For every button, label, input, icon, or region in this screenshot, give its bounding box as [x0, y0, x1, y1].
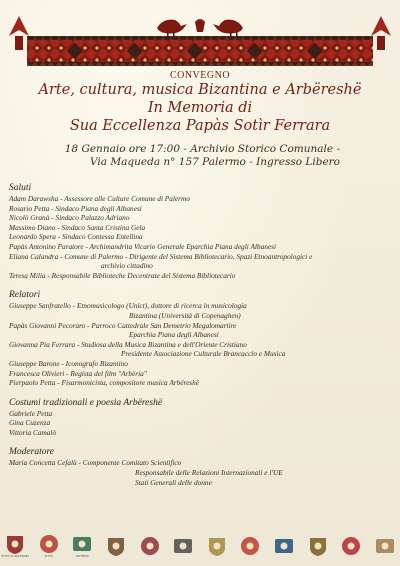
music-association-icon — [105, 535, 127, 557]
costumi-title: Costumi tradizionali e poesia Arbëreshë — [9, 397, 163, 408]
citta-di-palermo-logo — [1, 532, 29, 560]
saluti-row: Adam Darawsha - Assessore alle Culture Comune di Palermo — [9, 194, 190, 203]
saluti-row: Rosario Petta - Sindaco Piana degli Albanesi — [9, 203, 142, 213]
saluti-row: Eliana Calandra - Comune di Palermo - Dirigente del Sistema Bibliotecario, Spazi Etnoantropologici e — [9, 251, 313, 261]
sitta-logo — [38, 532, 60, 560]
saluti-title: Saluti — [9, 183, 32, 193]
sistema-bibliotecario-logo — [71, 532, 93, 560]
comune-crest-icon — [273, 535, 295, 557]
saluti-row: archivio cittadino — [101, 261, 153, 271]
sistema-bibliotecario-icon — [71, 533, 93, 555]
costumi-row: Gina Cuzenza — [9, 418, 51, 428]
crest-logo-2 — [307, 532, 329, 560]
saluti-row: Teresa Milia - Responsabile Biblioteche Decentrate del Sistema Bibliotecario — [9, 270, 236, 280]
relatori-title: Relatori — [9, 290, 41, 301]
tassel-right-icon — [371, 16, 391, 50]
relatori-row: Papàs Giovanni Pecoraro - Parroco Cattedrale San Demetrio Megalomartire — [9, 320, 237, 330]
bird-icon-left — [157, 20, 187, 36]
program-sections — [9, 178, 397, 487]
moderatore-row: Maria Concetta Cefalù - Componente Comitato Scientifico — [9, 458, 182, 468]
portrait-icon — [374, 535, 396, 557]
relatori-row: Francesca Olivieri - Regista del film "Arbëria" — [9, 368, 147, 378]
university-seal-logo — [172, 532, 194, 560]
saluti-row: Massimo Diano - Sindaco Santa Cristina Gela — [9, 222, 146, 232]
crest-2-icon — [307, 535, 329, 557]
relatori-row: Eparchia Piana degli Albanesi — [129, 330, 219, 340]
tassel-left-icon — [9, 16, 29, 50]
title-block — [0, 70, 400, 135]
eagle-crest-icon — [340, 535, 362, 557]
relatori-row: Giuseppe Barone - Iconografo Bizantino — [9, 358, 128, 368]
costumi-row: Gabriele Petta — [9, 408, 53, 418]
stati-generali-icon — [139, 535, 161, 557]
sitta-icon — [38, 533, 60, 555]
sponsor-logos — [0, 526, 400, 566]
comune-crest-logo — [273, 532, 295, 560]
eagle-crest-logo — [340, 532, 362, 560]
saluti-row: Papàs Antonino Paratore - Archimandrita Vicario Generale Eparchia Piana degli Albanesi — [9, 241, 276, 251]
logo-caption: SITTA — [44, 554, 53, 559]
convegno-label: CONVEGNO — [169, 70, 231, 81]
honoree-name: Sua Eccellenza Papàs Sotìr Ferrara — [69, 118, 331, 134]
logo-caption: CITTÀ DI PALERMO — [1, 554, 29, 559]
event-date-line: 18 Gennaio ore 17:00 - Archivio Storico Comunale - — [64, 143, 340, 155]
saluti-row: Nicolò Granà - Sindaco Palazzo Adriano — [9, 213, 130, 223]
logo-caption: SISTEMA — [75, 554, 89, 559]
costumi-row: Vittoria Camalò — [9, 427, 57, 437]
eparchia-logo — [206, 532, 228, 560]
relatori-row: Bizantina (Università di Copenaghen) — [129, 310, 241, 320]
memoria-line: In Memoria di — [147, 100, 253, 116]
saluti-row: Leonardo Spera - Sindaco Contessa Entellina — [9, 232, 143, 242]
event-address-line: Via Maqueda n° 157 Palermo - Ingresso Libero — [90, 156, 340, 168]
embroidered-banner — [7, 6, 393, 70]
music-association-logo — [105, 532, 127, 560]
relatori-row: Pierpaolo Petta - Fisarmonicista, compositore musica Arbëreshë — [9, 378, 200, 388]
albanian-eagle-icon — [239, 535, 261, 557]
relatori-row: Giuseppe Sanfratello - Etnomusicologo (Unict), dottore di ricerca in musicologia — [9, 301, 247, 311]
vase-icon — [195, 19, 205, 32]
university-seal-icon — [172, 535, 194, 557]
bird-icon-right — [213, 20, 243, 36]
eparchia-icon — [206, 535, 228, 557]
moderatore-title: Moderatore — [9, 447, 55, 458]
relatori-row: Presidente Associazione Culturale Brancaccio e Musica — [121, 349, 286, 359]
moderatore-row: Responsabile delle Relazioni Internazionali e l'UE — [135, 468, 283, 478]
relatori-row: Giovanna Pia Ferrara - Studiosa della Musica Bizantina e dell'Oriente Cristiano — [9, 339, 247, 349]
stati-generali-logo — [139, 532, 161, 560]
albanian-eagle-logo — [239, 532, 261, 560]
moderatore-row: Stati Generali delle donne — [135, 477, 212, 487]
portrait-logo — [374, 532, 396, 560]
event-title: Arte, cultura, musica Bizantina e Arbëreshë — [38, 82, 362, 98]
citta-di-palermo-icon — [4, 533, 26, 555]
